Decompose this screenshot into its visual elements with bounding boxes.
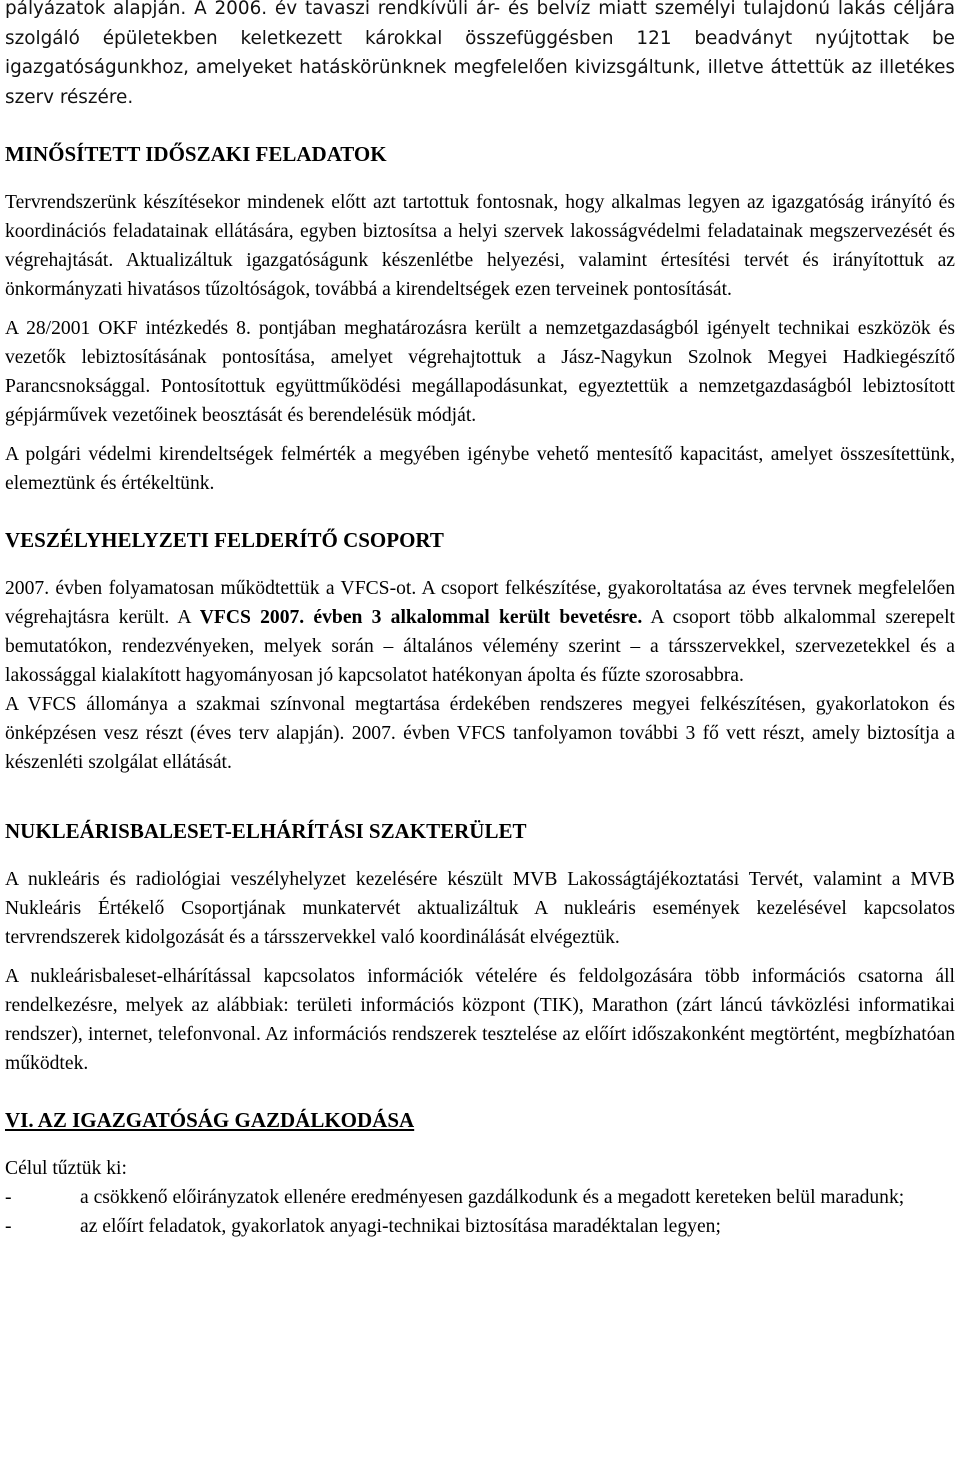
dash-bullet: -: [5, 1216, 12, 1237]
dash-bullet: -: [5, 1187, 12, 1208]
sec2-p1-end: A csoport több alkalommal szerepelt bemutatókon, rendezvényeken, melyek során – általános vélemény szerint – a társszervekkel, szervezetekkel és a lakossággal kialakított hagyományosan jó kapcsolatot hatékonyan ápolta és fűzte szorosabbra.: [5, 607, 955, 686]
document-page: [5, 0, 955, 1241]
sec1-paragraph-2: A 28/2001 OKF intézkedés 8. pontjában meghatározásra került a nemzetgazdaságból igényelt technikai eszközök és vezetők lebiztosításának pontosítása, amelyet végrehajtottuk a Jász-Nagykun Szolnok Megyei Hadkiegészítő Parancsnoksággal. Pontosítottuk együttműködési megállapodásunkat, egyeztettük a nemzetgazdaságból lebiztosított gépjárművek vezetőinek beosztását és berendelésük módját.: [5, 318, 955, 426]
list-item: [5, 1183, 955, 1212]
intro-text: pályázatok alapján. A 2006. év tavaszi rendkívüli ár- és belvíz miatt személyi tulajdonú lakás céljára szolgáló épületekben keletkezett károkkal összefüggésben 121 beadványt nyújtottak be igazgatóságunkhoz, amelyeket hatáskörünknek megfelelően kivizsgáltunk, illetve áttettük az illetékes szerv részére.: [5, 0, 955, 108]
sec4-lead: Célul tűztük ki:: [5, 1158, 127, 1179]
intro-paragraph: [5, 0, 955, 112]
heading-igazgatosag-gazdalkodasa: VI. AZ IGAZGATÓSÁG GAZDÁLKODÁSA: [5, 1108, 415, 1132]
sec3-paragraph-2: A nukleárisbaleset-elhárítással kapcsolatos információk vételére és feldolgozására több információs csatorna áll rendelkezésre, melyek az alábbiak: területi információs központ (TIK), Marathon (zárt láncú távközlési informatikai rendszer), internet, telefonvonal. Az információs rendszerek tesztelése az előírt időszakonként megtörtént, megbízhatóan működtek.: [5, 966, 955, 1074]
list-item-text: a csökkenő előirányzatok ellenére eredményesen gazdálkodunk és a megadott kereteken belül maradunk;: [80, 1187, 905, 1208]
sec1-paragraph-1: Tervrendszerünk készítésekor mindenek előtt azt tartottuk fontosnak, hogy alkalmas legyen az igazgatóság irányító és koordinációs feladatainak ellátására, egyben biztosítsa a helyi szervek lakosságvédelmi feladatainak megszervezését és végrehajtását. Aktualizáltuk igazgatóságunk készenlétbe helyezési, valamint értesítési tervét és irányítottuk az önkormányzati hivatásos tűzoltóságok, továbbá a kirendeltségek ezen terveinek pontosítását.: [5, 192, 955, 300]
heading-veszelyhelyzeti-felderito-csoport: VESZÉLYHELYZETI FELDERÍTŐ CSOPORT: [5, 528, 444, 552]
heading-nuklearisbaleset-elharitasi-szakterulet: NUKLEÁRISBALESET-ELHÁRÍTÁSI SZAKTERÜLET: [5, 819, 527, 843]
list-item-text: az előírt feladatok, gyakorlatok anyagi-technikai biztosítása maradéktalan legyen;: [80, 1216, 721, 1237]
sec2-p1-start: 2007. évben folyamatosan működtettük a VFCS-ot. A csoport felkészítése, gyakoroltatása az éves tervnek megfelelően végrehajtásra került. A: [5, 578, 955, 628]
sec1-paragraph-3: A polgári védelmi kirendeltségek felmérték a megyében igénybe vehető mentesítő kapacitást, amelyet összesítettünk, elemeztünk és értékeltünk.: [5, 444, 955, 494]
sec2-p1-bold: VFCS 2007. évben 3 alkalommal került bevetésre.: [199, 607, 643, 628]
list-item: [5, 1212, 955, 1241]
sec2-paragraph-2: A VFCS állománya a szakmai színvonal megtartása érdekében rendszeres megyei felkészítésen, gyakorlatokon és önképzésen vesz részt (éves terv alapján). 2007. évben VFCS tanfolyamon további 3 fő vett részt, amely biztosítja a készenléti szolgálat ellátását.: [5, 694, 955, 773]
heading-minositett-idoszaki-feladatok: MINŐSÍTETT IDŐSZAKI FELADATOK: [5, 142, 387, 166]
sec3-paragraph-1: A nukleáris és radiológiai veszélyhelyzet kezelésére készült MVB Lakosságtájékoztatási Tervét, valamint a MVB Nukleáris Értékelő Csoportjának munkatervét aktualizáltuk A nukleáris események kezelésével kapcsolatos tervrendszerek kidolgozását és a társszervekkel való koordinálását elvégeztük.: [5, 869, 955, 948]
sec2-paragraph-1: [5, 574, 955, 690]
goals-list: [5, 1183, 955, 1241]
